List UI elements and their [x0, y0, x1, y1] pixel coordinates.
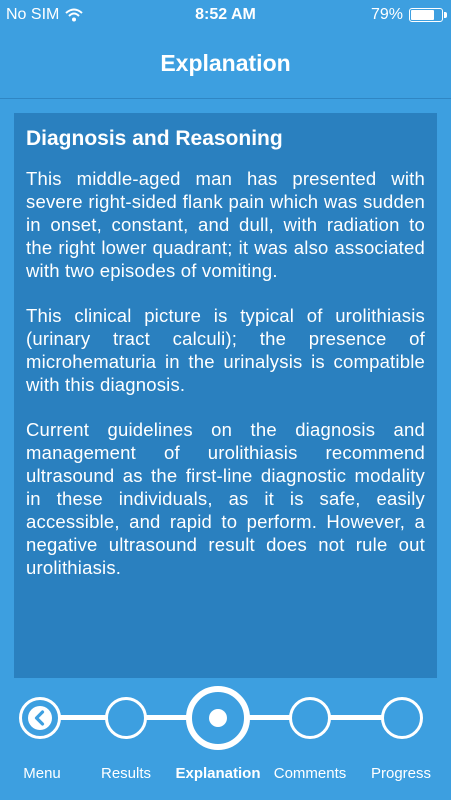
- battery-level-fill: [411, 10, 434, 20]
- status-right: [371, 6, 443, 24]
- active-step-dot: [209, 709, 227, 727]
- battery-percent: 79%: [370, 6, 403, 23]
- step-explanation-button[interactable]: [186, 686, 250, 750]
- step-menu-button[interactable]: [19, 697, 61, 739]
- step-label-results[interactable]: Results: [100, 765, 152, 782]
- step-progress-button[interactable]: [381, 697, 423, 739]
- step-navigator: [0, 680, 451, 800]
- explanation-content: [14, 113, 437, 579]
- navigation-bar: [0, 30, 451, 99]
- step-label-menu[interactable]: Menu: [23, 765, 61, 782]
- explanation-paragraph: This clinical picture is typical of urolithiasis (urinary tract calculi); the presence of microhematuria in the urinalysis is compatible with this diagnosis.: [26, 305, 425, 395]
- scroll-fade-overlay: [14, 608, 437, 678]
- explanation-paragraph: This middle-aged man has presented with severe right-sided flank pain which was sudden in onset, constant, and dull, with radiation to the right lower quadrant; it was also associated with two episodes of vomiting.: [26, 168, 425, 281]
- step-label-progress[interactable]: Progress: [370, 765, 432, 782]
- section-title: Diagnosis and Reasoning: [26, 127, 283, 150]
- step-comments-button[interactable]: [289, 697, 331, 739]
- step-label-explanation[interactable]: Explanation: [175, 765, 261, 782]
- battery-icon: [409, 8, 443, 22]
- step-label-comments[interactable]: Comments: [273, 765, 347, 782]
- page-title: Explanation: [160, 50, 291, 76]
- explanation-paragraph: Current guidelines on the diagnosis and management of urolithiasis recommend ultrasound as the first-line diagnostic modality in these individuals, as it is safe, easily accessible, and rapid to perform. However, a negative ultrasound result does not rule out urolithiasis.: [26, 419, 425, 578]
- status-bar: [0, 0, 451, 30]
- step-results-button[interactable]: [105, 697, 147, 739]
- status-time: 8:52 AM: [195, 6, 256, 23]
- carrier-label: No SIM: [6, 6, 60, 23]
- chevron-left-icon: [22, 700, 58, 736]
- explanation-card[interactable]: [14, 113, 437, 678]
